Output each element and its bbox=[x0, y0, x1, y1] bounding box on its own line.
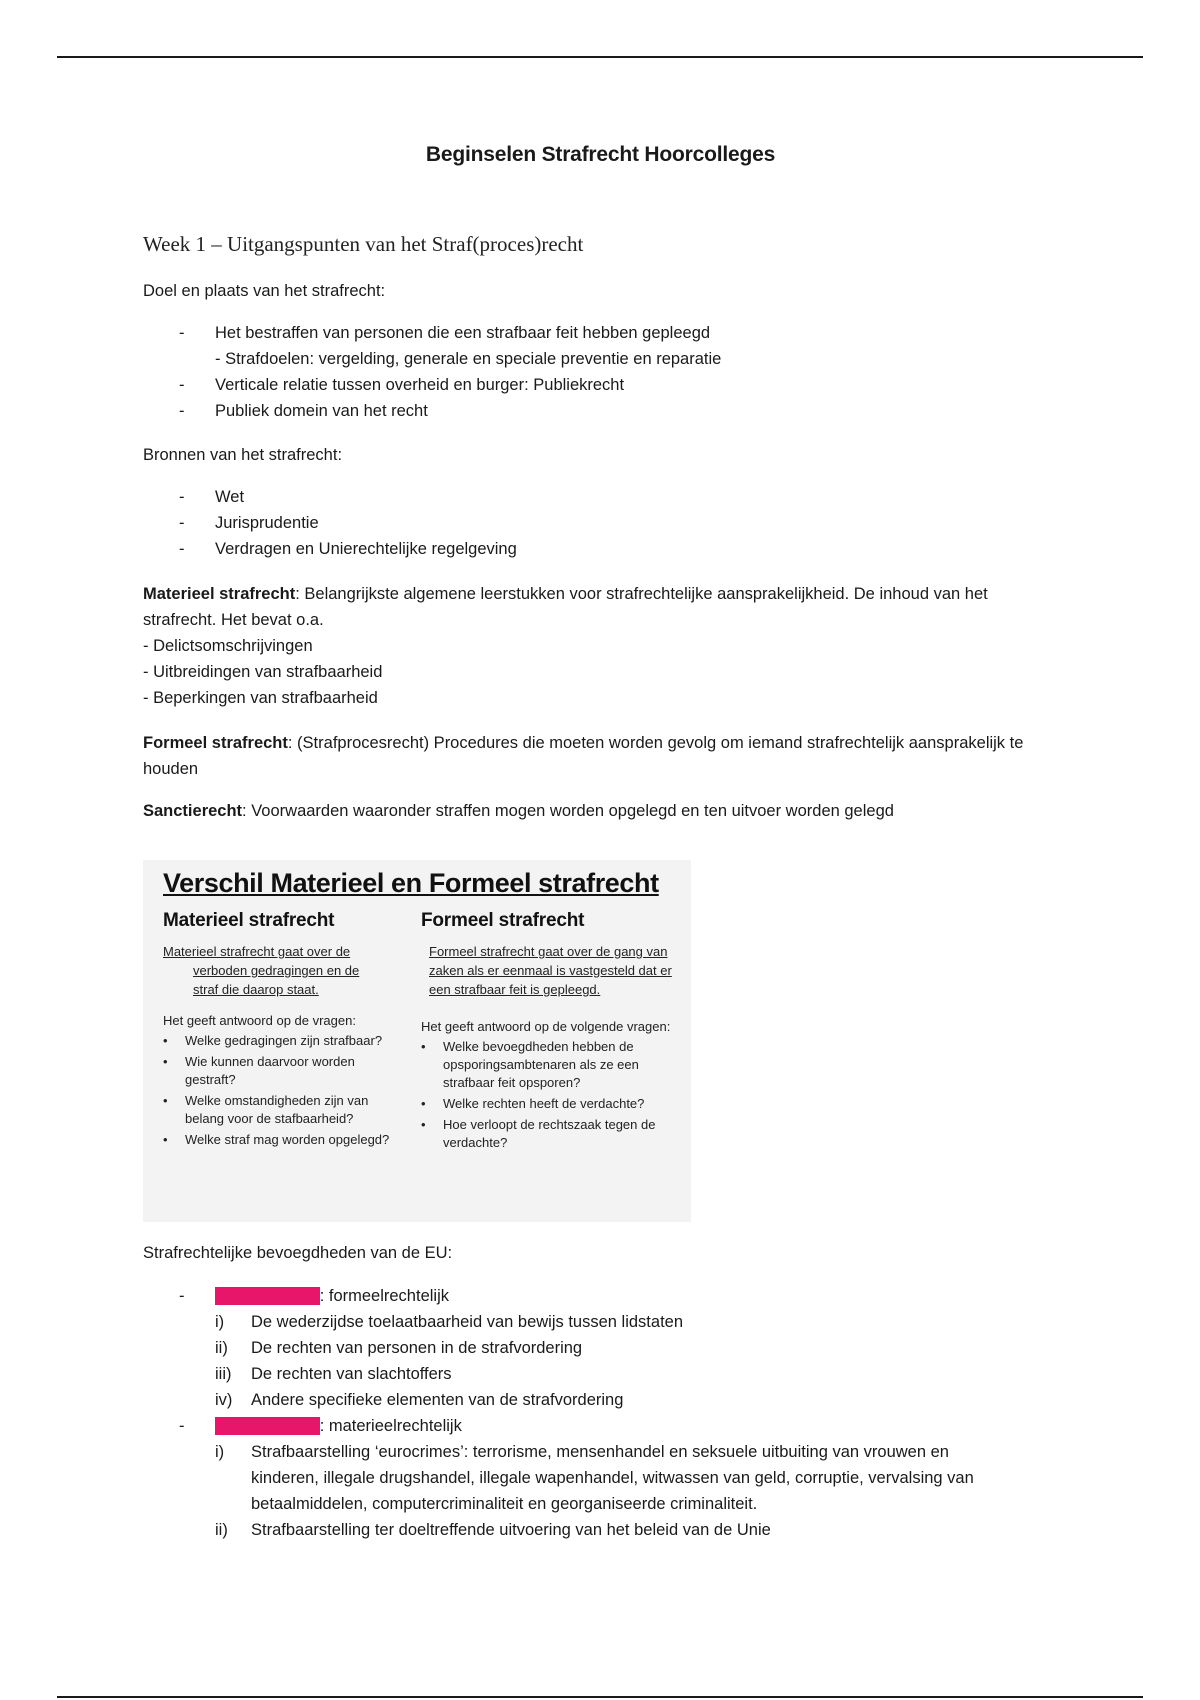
list-item: ii) De rechten van personen in de strafvordering bbox=[215, 1339, 583, 1357]
materieel-line: - Beperkingen van strafbaarheid bbox=[143, 689, 378, 707]
list-item: - Publiek domein van het recht bbox=[179, 402, 428, 420]
materieel-term: Materieel strafrecht bbox=[143, 585, 296, 603]
list-item: • Welke omstandigheden zijn van belang voor de stafbaarheid? bbox=[163, 1092, 408, 1128]
figure-right-heading: Formeel strafrecht bbox=[421, 910, 585, 931]
figure-left-question: Het geeft antwoord op de vragen: bbox=[163, 1013, 356, 1028]
figure-right-question: Het geeft antwoord op de volgende vragen: bbox=[421, 1019, 671, 1034]
document-title: Beginselen Strafrecht Hoorcolleges bbox=[425, 143, 776, 166]
list-item: iv) Andere specifieke elementen van de strafvordering bbox=[215, 1391, 624, 1409]
list-item: - Wet bbox=[179, 488, 245, 506]
list-item: • Welke straf mag worden opgelegd? bbox=[163, 1131, 408, 1149]
list-item: - Art. 83 VWEU: materieelrechtelijk i) Strafbaarstelling ‘eurocrimes’: terrorisme, mensenhandel en seksuele uitbuiting van vrouwen en kinderen, illegale drugshandel, illegale wapenhandel, witwassen van geld, corruptie, vervalsing van betaalmiddelen, computercriminaliteit en georganiseerde criminaliteit. ii) Strafbaarstelling ter doeltreffende uitvoering van het beleid van de Unie bbox=[179, 1413, 1039, 1543]
list-item: i) Strafbaarstelling ‘eurocrimes’: terrorisme, mensenhandel en seksuele uitbuiting van vrouwen en kinderen, illegale drugshandel, illegale wapenhandel, witwassen van geld, corruptie, vervalsing van betaalmiddelen, computercriminaliteit en georganiseerde criminaliteit. bbox=[215, 1443, 974, 1513]
art83-sublist bbox=[215, 1439, 1005, 1543]
figure-left-definition: Materieel strafrecht gaat over de verboden gedragingen en de straf die daarop staat. bbox=[163, 944, 360, 997]
list-item: • Hoe verloopt de rechtszaak tegen de verdachte? bbox=[421, 1116, 681, 1152]
figure-left-column bbox=[163, 910, 408, 1152]
figure-right-list bbox=[421, 1038, 681, 1152]
list-item: - Verdragen en Unierechtelijke regelgeving bbox=[179, 540, 517, 558]
bronnen-list bbox=[179, 484, 1039, 562]
doel-label: Doel en plaats van het strafrecht: bbox=[143, 282, 386, 300]
eu-label: Strafrechtelijke bevoegdheden van de EU: bbox=[143, 1244, 453, 1262]
comparison-figure bbox=[143, 860, 691, 1222]
list-item: • Wie kunnen daarvoor worden gestraft? bbox=[163, 1053, 408, 1089]
list-item: - Art. 82 VWEU: formeelrechtelijk i) De wederzijdse toelaatbaarheid van bewijs tussen lidstaten ii) De rechten van personen in de strafvordering iii) De rechten van slachtoffers iv) Andere specifieke elementen van de strafvordering bbox=[179, 1283, 1039, 1413]
list-item: ii) Strafbaarstelling ter doeltreffende uitvoering van het beleid van de Unie bbox=[215, 1521, 771, 1539]
eu-list bbox=[179, 1283, 1039, 1543]
art83-highlight: Art. 83 VWEU bbox=[216, 1417, 319, 1435]
figure-title: Verschil Materieel en Formeel strafrecht bbox=[163, 868, 659, 898]
figure-left-list bbox=[163, 1032, 408, 1149]
doel-list bbox=[179, 320, 1039, 424]
week-heading: Week 1 – Uitgangspunten van het Straf(proces)recht bbox=[143, 232, 584, 256]
list-item: - Jurisprudentie bbox=[179, 514, 319, 532]
list-item: • Welke gedragingen zijn strafbaar? bbox=[163, 1032, 408, 1050]
list-item: • Welke rechten heeft de verdachte? bbox=[421, 1095, 681, 1113]
sanctie-paragraph: Sanctierecht: Voorwaarden waaronder straffen mogen worden opgelegd en ten uitvoer worden gelegd bbox=[143, 802, 894, 820]
bottom-rule bbox=[57, 1696, 1143, 1698]
list-item: • Welke bevoegdheden hebben de opsporingsambtenaren als ze een strafbaar feit opsporen? bbox=[421, 1038, 681, 1092]
sanctie-term: Sanctierecht bbox=[143, 802, 243, 820]
list-item: - Verticale relatie tussen overheid en burger: Publiekrecht bbox=[179, 376, 625, 394]
art82-sublist bbox=[215, 1309, 1039, 1413]
materieel-line: - Uitbreidingen van strafbaarheid bbox=[143, 663, 383, 681]
formeel-paragraph: Formeel strafrecht: (Strafprocesrecht) Procedures die moeten worden gevolg om iemand strafrechtelijk aansprakelijk te houden bbox=[143, 734, 1024, 778]
list-item: - Het bestraffen van personen die een strafbaar feit hebben gepleegd - Strafdoelen: vergelding, generale en speciale preventie en reparatie bbox=[179, 320, 1039, 372]
doel-subline: - Strafdoelen: vergelding, generale en speciale preventie en reparatie bbox=[215, 350, 722, 368]
formeel-term: Formeel strafrecht bbox=[143, 734, 288, 752]
top-rule bbox=[57, 56, 1143, 58]
list-item: iii) De rechten van slachtoffers bbox=[215, 1365, 452, 1383]
figure-left-heading: Materieel strafrecht bbox=[163, 910, 335, 931]
figure-right-definition: Formeel strafrecht gaat over de gang van zaken als er eenmaal is vastgesteld dat er een strafbaar feit is gepleegd. bbox=[429, 944, 672, 997]
figure-right-column bbox=[421, 910, 681, 1155]
materieel-paragraph: Materieel strafrecht: Belangrijkste algemene leerstukken voor strafrechtelijke aansprakelijkheid. De inhoud van het strafrecht. Het bevat o.a. - Delictsomschrijvingen - Uitbreidingen van strafbaarheid - Beperkingen van strafbaarheid bbox=[143, 585, 988, 707]
bronnen-label: Bronnen van het strafrecht: bbox=[143, 446, 343, 464]
list-item: i) De wederzijdse toelaatbaarheid van bewijs tussen lidstaten bbox=[215, 1313, 684, 1331]
art82-highlight: Art. 82 VWEU bbox=[216, 1287, 319, 1305]
materieel-line: - Delictsomschrijvingen bbox=[143, 637, 313, 655]
